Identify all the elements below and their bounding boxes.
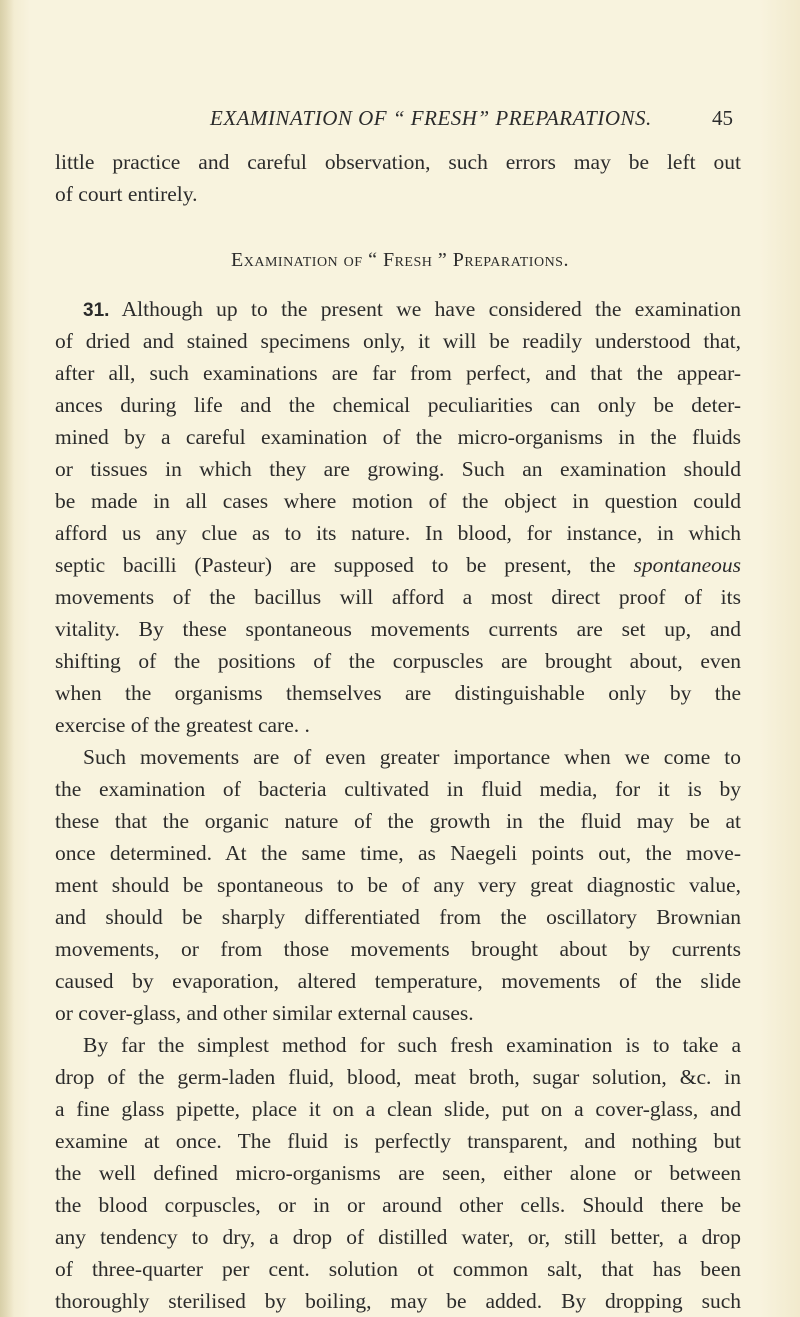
text-line-15: when the organisms themselves are distinguishable only by the (55, 681, 741, 705)
text-line-5: after all, such examinations are far from perfect, and that the appear- (55, 361, 741, 385)
emphasis-word: spontaneous (633, 553, 741, 577)
text-line-25: or cover-glass, and other similar external causes. (55, 1001, 474, 1025)
text-line-3 (83, 293, 741, 325)
text-line-12: movements of the bacillus will afford a most direct proof of its (55, 585, 741, 609)
text-line-23: movements, or from those movements brought about by currents (55, 937, 741, 961)
text-line-6: ances during life and the chemical peculiarities can only be deter- (55, 393, 741, 417)
text-line-27: drop of the germ-laden fluid, blood, meat broth, sugar solution, &c. in (55, 1065, 741, 1089)
text-line-10: afford us any clue as to its nature. In blood, for instance, in which (55, 521, 741, 545)
text-line-19: these that the organic nature of the growth in the fluid may be at (55, 809, 741, 833)
section-number: 31. (83, 300, 110, 321)
text-line-2: of court entirely. (55, 182, 198, 206)
text-line-20: once determined. At the same time, as Naegeli points out, the move- (55, 841, 741, 865)
text-line-16: exercise of the greatest care. . (55, 713, 310, 737)
text-line-30: the well defined micro-organisms are seen, either alone or between (55, 1161, 741, 1185)
text-line-34: thoroughly sterilised by boiling, may be added. By dropping such (55, 1289, 741, 1313)
text-line-9: be made in all cases where motion of the object in question could (55, 489, 741, 513)
text-line-11-body: septic bacilli (Pasteur) are supposed to be present, the (55, 553, 634, 577)
text-line-22: and should be sharply differentiated from the oscillatory Brownian (55, 905, 741, 929)
text-line-14: shifting of the positions of the corpuscles are brought about, even (55, 649, 741, 673)
text-line-13: vitality. By these spontaneous movements currents are set up, and (55, 617, 741, 641)
text-line-11 (55, 549, 741, 581)
text-line-1: little practice and careful observation, such errors may be left out (55, 150, 741, 174)
text-line-7: mined by a careful examination of the micro-organisms in the fluids (55, 425, 741, 449)
page-gutter-shadow (0, 0, 14, 1317)
text-line-18: the examination of bacteria cultivated in fluid media, for it is by (55, 777, 741, 801)
text-line-28: a fine glass pipette, place it on a clean slide, put on a cover-glass, and (55, 1097, 741, 1121)
text-line-8: or tissues in which they are growing. Such an examination should (55, 457, 741, 481)
text-line-24: caused by evaporation, altered temperature, movements of the slide (55, 969, 741, 993)
text-line-17: Such movements are of even greater importance when we come to (83, 745, 741, 769)
running-head (0, 106, 800, 136)
text-line-31: the blood corpuscles, or in or around other cells. Should there be (55, 1193, 741, 1217)
text-line-33: of three-quarter per cent. solution ot common salt, that has been (55, 1257, 741, 1281)
running-head-title: EXAMINATION OF “ FRESH” PREPARATIONS. (210, 106, 652, 130)
text-line-4: of dried and stained specimens only, it will be readily understood that, (55, 329, 741, 353)
section-heading: Examination of “ Fresh ” Preparations. (231, 249, 569, 271)
text-line-29: examine at once. The fluid is perfectly transparent, and nothing but (55, 1129, 741, 1153)
text-line-32: any tendency to dry, a drop of distilled water, or, still better, a drop (55, 1225, 741, 1249)
text-line-3-body: Although up to the present we have considered the examination (109, 297, 741, 321)
page-number: 45 (712, 106, 733, 130)
text-line-21: ment should be spontaneous to be of any very great diagnostic value, (55, 873, 741, 897)
text-line-26: By far the simplest method for such fresh examination is to take a (83, 1033, 741, 1057)
